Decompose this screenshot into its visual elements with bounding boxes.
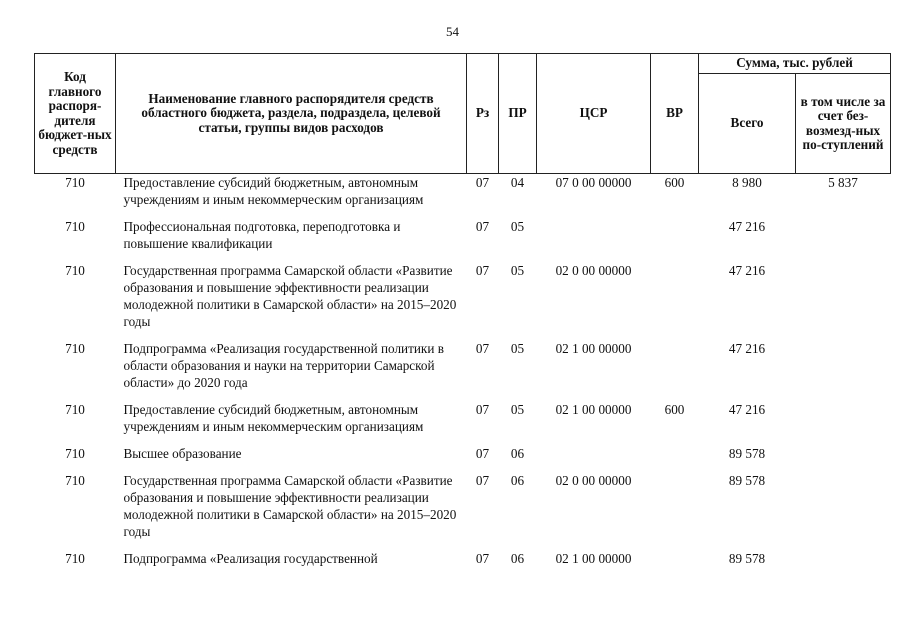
cell-total: 89 578 (728, 446, 766, 461)
cell-total: 89 578 (728, 551, 766, 566)
cell-name: Профессиональная подготовка, переподготовка и повышение квалификации (123, 219, 401, 251)
cell-total: 47 216 (728, 402, 766, 417)
cell-csr: 02 1 00 00000 (555, 551, 632, 566)
cell-vr: 600 (664, 402, 685, 417)
cell-csr: 02 1 00 00000 (555, 341, 632, 356)
cell-total: 89 578 (728, 473, 766, 488)
cell-csr: 02 0 00 00000 (555, 473, 632, 488)
cell-gratuitous (796, 218, 891, 262)
table-body (35, 174, 891, 568)
table-row (35, 550, 891, 567)
cell-vr: 600 (664, 175, 685, 190)
table-row (35, 401, 891, 445)
cell-vr (651, 340, 699, 401)
cell-rz: 07 (475, 341, 490, 356)
cell-rz: 07 (475, 175, 490, 190)
table-row (35, 218, 891, 262)
cell-code: 710 (65, 446, 85, 461)
cell-vr (651, 472, 699, 550)
cell-name: Предоставление субсидий бюджетным, автономным учреждениям и иным некоммерческим организациям (123, 175, 424, 207)
cell-code: 710 (65, 219, 85, 234)
cell-pr: 06 (510, 473, 525, 488)
cell-pr: 05 (510, 402, 525, 417)
table-row (35, 174, 891, 219)
cell-rz: 07 (475, 551, 490, 566)
cell-rz: 07 (475, 446, 490, 461)
cell-code: 710 (65, 263, 85, 278)
cell-vr (651, 262, 699, 340)
cell-pr: 04 (510, 175, 525, 190)
cell-vr (651, 218, 699, 262)
header-gratuitous: в том числе за счет без-возмезд-ных по-ступлений (796, 74, 891, 174)
cell-total: 8 980 (732, 175, 762, 190)
header-total: Всего (699, 74, 796, 174)
cell-total: 47 216 (728, 263, 766, 278)
cell-gratuitous (796, 401, 891, 445)
cell-pr: 05 (510, 341, 525, 356)
cell-name: Государственная программа Самарской области «Развитие образования и повышение эффективности реализации молодежной политики в Самарской области» на 2015–2020 годы (123, 473, 457, 539)
cell-total: 47 216 (728, 219, 766, 234)
table-row (35, 262, 891, 340)
cell-pr: 06 (510, 446, 525, 461)
cell-csr: 02 0 00 00000 (555, 263, 632, 278)
cell-code: 710 (65, 473, 85, 488)
cell-pr: 06 (510, 551, 525, 566)
page-number: 54 (446, 24, 459, 39)
cell-gratuitous (796, 472, 891, 550)
cell-gratuitous (796, 340, 891, 401)
header-vr: ВР (651, 54, 699, 174)
table-row (35, 472, 891, 550)
cell-gratuitous: 5 837 (828, 175, 858, 190)
header-code: Код главного распоря-дителя бюджет-ных средств (35, 54, 116, 174)
cell-name: Высшее образование (123, 446, 242, 461)
cell-code: 710 (65, 175, 85, 190)
cell-csr (537, 445, 651, 472)
cell-vr (651, 550, 699, 567)
cell-csr (537, 218, 651, 262)
cell-rz: 07 (475, 402, 490, 417)
cell-pr: 05 (510, 263, 525, 278)
header-name: Наименование главного распорядителя средств областного бюджета, раздела, подраздела, целевой статьи, группы видов расходов (116, 54, 467, 174)
header-sum-group: Сумма, тыс. рублей (699, 54, 891, 74)
header-pr: ПР (499, 54, 537, 174)
cell-total: 47 216 (728, 341, 766, 356)
budget-table (34, 53, 891, 567)
cell-gratuitous (796, 550, 891, 567)
cell-vr (651, 445, 699, 472)
table-row (35, 445, 891, 472)
table-header (35, 54, 891, 174)
cell-code: 710 (65, 551, 85, 566)
cell-gratuitous (796, 262, 891, 340)
cell-pr: 05 (510, 219, 525, 234)
cell-name: Предоставление субсидий бюджетным, автономным учреждениям и иным некоммерческим организациям (123, 402, 424, 434)
cell-gratuitous (796, 445, 891, 472)
cell-name: Подпрограмма «Реализация государственной политики в области образования и науки на территории Самарской области» до 2020 года (123, 341, 444, 390)
table-row (35, 340, 891, 401)
cell-csr: 07 0 00 00000 (555, 175, 632, 190)
cell-code: 710 (65, 402, 85, 417)
cell-csr: 02 1 00 00000 (555, 402, 632, 417)
cell-code: 710 (65, 341, 85, 356)
cell-rz: 07 (475, 219, 490, 234)
header-csr: ЦСР (537, 54, 651, 174)
header-rz: Рз (467, 54, 499, 174)
cell-rz: 07 (475, 473, 490, 488)
cell-rz: 07 (475, 263, 490, 278)
cell-name: Подпрограмма «Реализация государственной (123, 551, 378, 566)
cell-name: Государственная программа Самарской области «Развитие образования и повышение эффективности реализации молодежной политики в Самарской области» на 2015–2020 годы (123, 263, 457, 329)
